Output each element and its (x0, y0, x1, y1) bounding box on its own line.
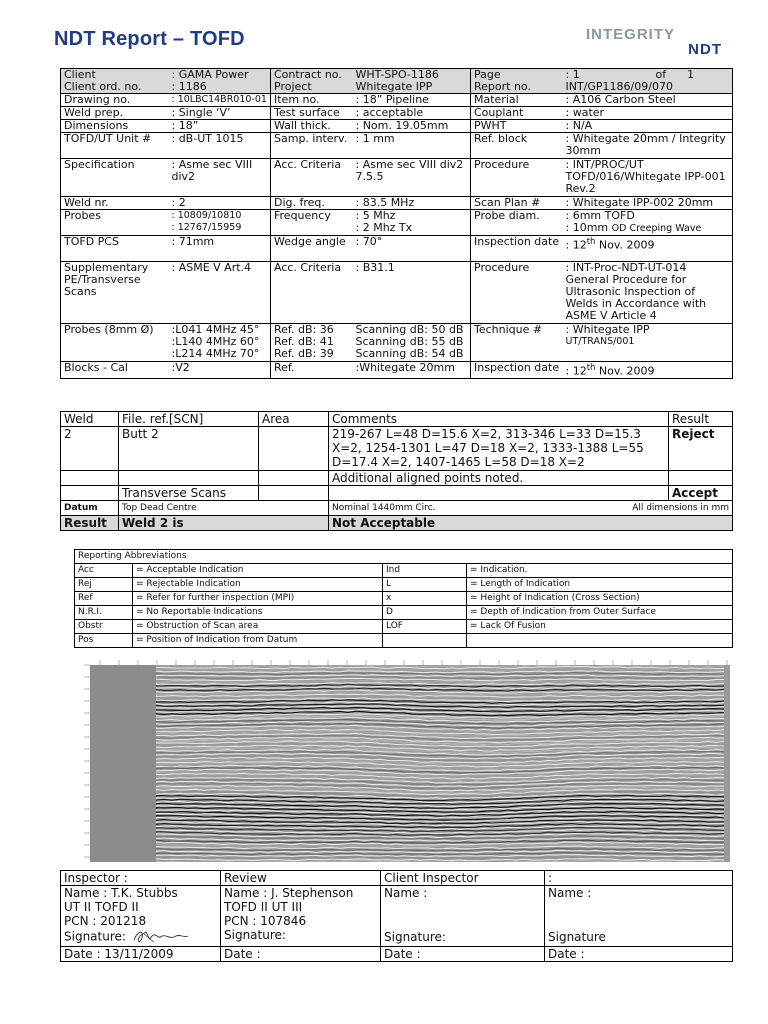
refdb-1: Ref. dB: 36 (274, 323, 334, 336)
client-inspector-name: Name : (384, 886, 428, 900)
drawing-label: Drawing no. (61, 94, 169, 107)
abbrev-meaning (467, 634, 733, 648)
inspector-signature-row (64, 928, 217, 946)
pwht-label: PWHT (471, 120, 563, 133)
item-label: Item no. (271, 94, 353, 107)
insp-date2-value (563, 362, 733, 379)
circ-dims-cell (329, 501, 733, 516)
abbrev-code: Ref (75, 592, 133, 606)
client-ord-label: Client ord. no. (61, 81, 169, 94)
wedge-value: : 70° (353, 236, 471, 262)
empty-cell (259, 486, 329, 501)
reviewer-signature-label: Signature: (224, 928, 286, 942)
datum-value: Top Dead Centre (119, 501, 329, 516)
weld-prep-value: : Single ‘V’ (169, 107, 271, 120)
probe-diam-type: OD Creeping Wave (611, 223, 702, 234)
probes8-value (169, 324, 271, 362)
abbrev-code: L (383, 578, 467, 592)
tofd-scan-image (60, 657, 730, 862)
supp-value: : ASME V Art.4 (169, 262, 271, 324)
insp-date2-day: : 12 (565, 364, 587, 378)
area-header: Area (259, 412, 329, 427)
result-cell: Reject (669, 427, 733, 471)
insp-date-sup: th (586, 237, 596, 247)
probes-label: Probes (61, 210, 169, 236)
test-surface-label: Test surface (271, 107, 353, 120)
empty-cell (61, 471, 119, 486)
scan-b-scan-data (156, 665, 730, 862)
abbrev-meaning: = Acceptable Indication (133, 564, 383, 578)
freq-value (353, 210, 471, 236)
probes8-value-1: :L041 4MHz 45° (171, 323, 260, 336)
client-inspector-signature-label: Signature: (384, 930, 446, 944)
acc-value: : Asme sec VIII div2 7.5.5 (353, 159, 471, 197)
scandb-cell (353, 324, 471, 362)
empty-cell (329, 486, 669, 501)
circ-value: Nominal 1440mm Circ. (332, 503, 436, 513)
abbrev-meaning: = No Reportable Indications (133, 606, 383, 620)
technique-label: Technique # (471, 324, 563, 362)
signoff-table (60, 870, 733, 962)
samp-label: Samp. interv. (271, 133, 353, 159)
abbrev-row (75, 606, 733, 620)
file-cell: Butt 2 (119, 427, 259, 471)
page-total: 1 (687, 68, 695, 81)
abbrev-meaning: = Indication. (467, 564, 733, 578)
abbrev-row (75, 578, 733, 592)
scan-plan-label: Scan Plan # (471, 197, 563, 210)
refdb-2: Ref. dB: 41 (274, 335, 334, 348)
freq-label: Frequency (271, 210, 353, 236)
file-header: File. ref.[SCN] (119, 412, 259, 427)
abbreviations-table (74, 549, 733, 648)
refdb-3: Ref. dB: 39 (274, 347, 334, 360)
insp-date2-sup: th (586, 363, 596, 373)
weld-nr-value: : 2 (169, 197, 271, 210)
abbrev-meaning: = Rejectable Indication (133, 578, 383, 592)
scandb-1: Scanning dB: 50 dB (355, 323, 464, 336)
drawing-value: : 10LBC14BR010-01 (169, 94, 271, 107)
ref-block-label: Ref. block (471, 133, 563, 159)
empty-cell (119, 471, 259, 486)
scan-depth-axis (60, 657, 90, 862)
inspector-name: Name : T.K. Stubbs (64, 886, 178, 900)
page-label: Page (471, 69, 563, 82)
date-cell-3: Date : (381, 947, 545, 962)
procedure2-value: : INT-Proc-NDT-UT-014 General Procedure for Ultrasonic Inspection of Welds in Accordance with ASME V Article 4 (563, 262, 733, 324)
info-table (60, 68, 733, 379)
reviewer-name: Name : J. Stephenson (224, 886, 354, 900)
blank-header: : (545, 871, 733, 886)
logo-bottom-text: NDT (688, 41, 722, 58)
blocks-value: :V2 (171, 361, 190, 374)
tofd-pcs-label: TOFD PCS (61, 236, 169, 262)
dimensions-value: : 18” (169, 120, 271, 133)
inspector-qual: UT II TOFD II (64, 900, 139, 914)
probe-diam-size: : 10mm (565, 221, 612, 234)
client-ord-value: : 1186 (169, 81, 271, 94)
wedge-label: Wedge angle (271, 236, 353, 262)
acc2-label: Acc. Criteria (271, 262, 353, 324)
dims-note: All dimensions in mm (632, 503, 729, 513)
client-inspector-header: Client Inspector (381, 871, 545, 886)
probe-diam-value-2 (566, 222, 730, 235)
date-cell-4: Date : (545, 947, 733, 962)
project-value: Whitegate IPP (353, 81, 471, 94)
report-title: NDT Report – TOFD (54, 28, 245, 50)
technique-value (563, 324, 733, 362)
report-label: Report no. (471, 81, 563, 94)
weld-header: Weld (61, 412, 119, 427)
probe-diam-value-1: : 6mm TOFD (565, 209, 635, 222)
client-inspector-cell (381, 886, 545, 947)
weld-cell: 2 (61, 427, 119, 471)
refdb-cell (271, 324, 353, 362)
procedure-value: : INT/PROC/UT TOFD/016/Whitegate IPP-001 Rev.2 (563, 159, 733, 197)
insp-date2-rest: Nov. 2009 (595, 364, 655, 378)
insp-date-rest: Nov. 2009 (595, 238, 655, 252)
result-header: Result (669, 412, 733, 427)
scan-plan-value: : Whitegate IPP-002 20mm (563, 197, 733, 210)
review-header: Review (221, 871, 381, 886)
result-weld: Weld 2 is (119, 516, 329, 531)
technique-value-1: : Whitegate IPP (565, 323, 650, 336)
abbrev-code: x (383, 592, 467, 606)
abbrev-meaning: = Height of Indication (Cross Section) (467, 592, 733, 606)
abbrev-meaning: = Depth of Indication from Outer Surface (467, 606, 733, 620)
supp-label: Supplementary PE/Transverse Scans (61, 262, 169, 324)
probes8-label: Probes (8mm Ø) (61, 324, 169, 362)
logo-top-text: INTEGRITY (586, 26, 676, 43)
inspector-cell (61, 886, 221, 947)
insp-date-label: Inspection date (471, 236, 563, 262)
wall-value: : Nom. 19.05mm (353, 120, 471, 133)
contract-value: WHT-SPO-1186 (353, 69, 471, 82)
insp-date-value (563, 236, 733, 262)
item-value: : 18” Pipeline (353, 94, 471, 107)
wall-label: Wall thick. (271, 120, 353, 133)
abbrev-code: Pos (75, 634, 133, 648)
spec-label: Specification (61, 159, 169, 197)
datum-label: Datum (61, 501, 119, 516)
couplant-label: Couplant (471, 107, 563, 120)
client-value: : GAMA Power (169, 69, 271, 82)
abbrev-meaning: = Lack Of Fusion (467, 620, 733, 634)
date-cell-2: Date : (221, 947, 381, 962)
additional-comment: Additional aligned points noted. (329, 471, 669, 486)
empty-cell (61, 486, 119, 501)
reviewer-qual: TOFD II UT III (224, 900, 303, 914)
abbrev-row (75, 564, 733, 578)
ref-block-value: : Whitegate 20mm / Integrity 30mm (563, 133, 733, 159)
acc2-value: : B31.1 (353, 262, 471, 324)
abbrev-row (75, 620, 733, 634)
integrity-ndt-logo (580, 26, 728, 58)
empty-cell (669, 471, 733, 486)
report-value: INT/GP1186/09/070 (563, 81, 733, 94)
abbrev-code: D (383, 606, 467, 620)
abbrev-meaning: = Obstruction of Scan area (133, 620, 383, 634)
abbrev-row (75, 592, 733, 606)
abbrev-meaning: = Refer for further inspection (MPI) (133, 592, 383, 606)
comments-cell: 219-267 L=48 D=15.6 X=2, 313-346 L=33 D=15.3 X=2, 1254-1301 L=47 D=18 X=2, 1333-1388 L=55 D=17.4 X=2, 1407-1465 L=58 D=18 X=2 (329, 427, 669, 471)
probe-diam-label: Probe diam. (471, 210, 563, 236)
procedure-label: Procedure (471, 159, 563, 197)
abbrev-row (75, 634, 733, 648)
test-surface-value: : acceptable (353, 107, 471, 120)
probe-diam-value (563, 210, 733, 236)
abbrev-meaning: = Length of Indication (467, 578, 733, 592)
pwht-value: : N/A (563, 120, 733, 133)
inspector-signature-label: Signature: (64, 929, 126, 944)
page-of (653, 69, 733, 82)
transverse-label: Transverse Scans (119, 486, 259, 501)
abbrev-rows (75, 564, 733, 648)
abbrev-meaning: = Position of Indication from Datum (133, 634, 383, 648)
area-cell (259, 427, 329, 471)
comments-header: Comments (329, 412, 669, 427)
review-cell (221, 886, 381, 947)
abbrev-code: Obstr (75, 620, 133, 634)
abbrev-code: LOF (383, 620, 467, 634)
insp-date-day: : 12 (565, 238, 587, 252)
handwritten-signature (130, 928, 190, 946)
ref2-label: Ref. (271, 362, 353, 379)
weld-prep-label: Weld prep. (61, 107, 169, 120)
transverse-result: Accept (669, 486, 733, 501)
abbrev-code: Acc (75, 564, 133, 578)
tofd-unit-value: : dB-UT 1015 (169, 133, 271, 159)
insp-date2-label: Inspection date (471, 362, 563, 379)
abbrev-code: Rej (75, 578, 133, 592)
couplant-value: : water (563, 107, 733, 120)
abbrev-code (383, 634, 467, 648)
client-cell-2 (545, 886, 733, 947)
tofd-unit-label: TOFD/UT Unit # (61, 133, 169, 159)
probes8-value-3: :L214 4MHz 70° (171, 347, 260, 360)
result-final: Not Acceptable (329, 516, 733, 531)
freq-value-1: : 5 Mhz (355, 209, 396, 222)
probes8-value-2: :L140 4MHz 60° (171, 335, 260, 348)
client2-signature-label: Signature (548, 930, 606, 944)
scan-position-axis (90, 657, 730, 665)
date-cell-1: Date : 13/11/2009 (61, 947, 221, 962)
technique-value-2: UT/TRANS/001 (565, 336, 635, 347)
client2-name: Name : (548, 886, 592, 900)
probes-value (169, 210, 271, 236)
material-label: Material (471, 94, 563, 107)
scandb-2: Scanning dB: 55 dB (355, 335, 464, 348)
blocks-label: Blocks - Cal (61, 362, 169, 379)
of-label: of (655, 68, 667, 81)
probes-value-2: : 12767/15959 (171, 222, 242, 233)
abbrev-code: Ind (383, 564, 467, 578)
spec-value: : Asme sec VIII div2 (169, 159, 271, 197)
inspector-header: Inspector : (61, 871, 221, 886)
empty-cell (259, 471, 329, 486)
acc-label: Acc. Criteria (271, 159, 353, 197)
tofd-pcs-value: : 71mm (169, 236, 271, 262)
material-value: : A106 Carbon Steel (563, 94, 733, 107)
scandb-3: Scanning dB: 54 dB (355, 347, 464, 360)
results-table (60, 411, 733, 531)
result-label: Result (61, 516, 119, 531)
contract-label: Contract no. (271, 69, 353, 82)
abbrev-code: N.R.I. (75, 606, 133, 620)
freq-value-2: : 2 Mhz Tx (355, 221, 413, 234)
ref2-value: :Whitegate 20mm (355, 361, 455, 374)
dig-label: Dig. freq. (271, 197, 353, 210)
dig-value: : 83.5 MHz (353, 197, 471, 210)
reviewer-pcn: PCN : 107846 (224, 914, 307, 928)
weld-nr-label: Weld nr. (61, 197, 169, 210)
probes-value-1: : 10809/10810 (171, 210, 242, 221)
dimensions-label: Dimensions (61, 120, 169, 133)
samp-value: : 1 mm (353, 133, 471, 159)
scan-lateral-wave-region (90, 665, 156, 862)
client-label: Client (61, 69, 169, 82)
inspector-pcn: PCN : 201218 (64, 914, 147, 928)
page-value: : 1 (563, 69, 653, 82)
abbrev-title: Reporting Abbreviations (75, 550, 733, 564)
procedure2-label: Procedure (471, 262, 563, 324)
project-label: Project (271, 81, 353, 94)
